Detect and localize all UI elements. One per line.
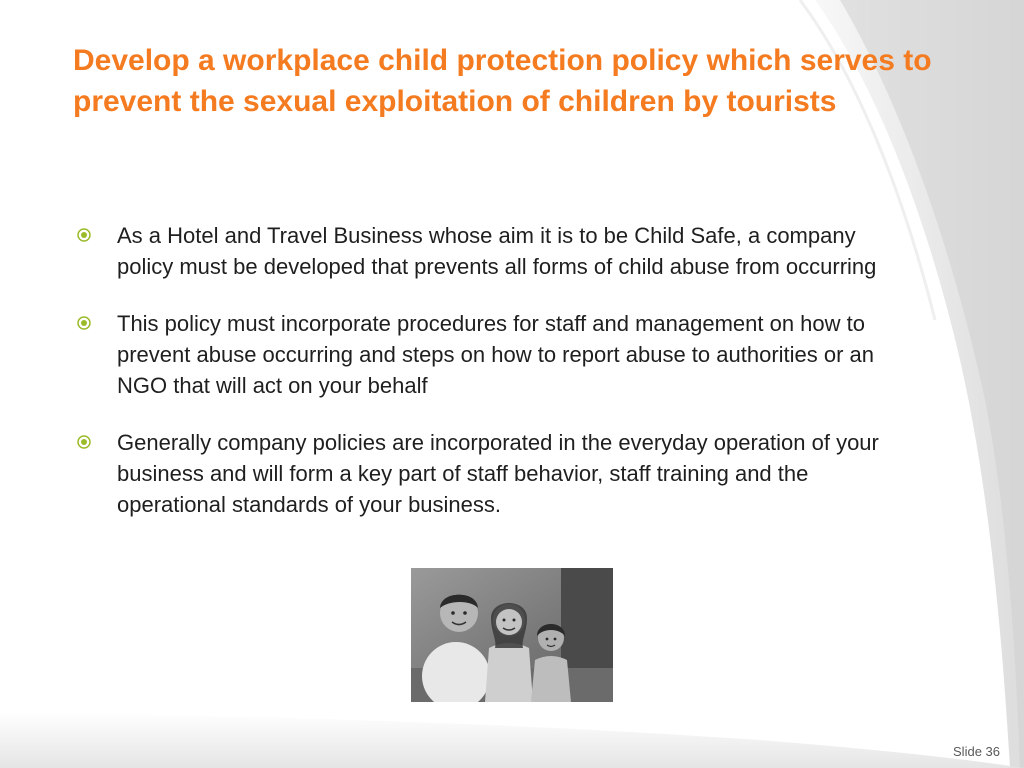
children-photo: [411, 568, 613, 702]
bullet-item: [73, 427, 903, 520]
bullet-list: [73, 220, 903, 546]
bullet-text: As a Hotel and Travel Business whose aim it is to be Child Safe, a company policy must be developed that prevents all forms of child abuse from occurring: [117, 223, 877, 279]
bullet-item: [73, 220, 903, 282]
slide-title: Develop a workplace child protection policy which serves to prevent the sexual exploitation of children by tourists: [73, 44, 932, 118]
bullet-item: [73, 308, 903, 401]
circle-dot-icon: [77, 435, 91, 449]
bullet-text: This policy must incorporate procedures for staff and management on how to prevent abuse occurring and steps on how to report abuse to authorities or an NGO that will act on your behalf: [117, 311, 875, 398]
slide-number: Slide 36: [953, 744, 1000, 759]
circle-dot-icon: [77, 228, 91, 242]
circle-dot-icon: [77, 316, 91, 330]
bullet-text: Generally company policies are incorporated in the everyday operation of your business and will form a key part of staff behavior, staff training and the operational standards of your business.: [117, 430, 879, 517]
